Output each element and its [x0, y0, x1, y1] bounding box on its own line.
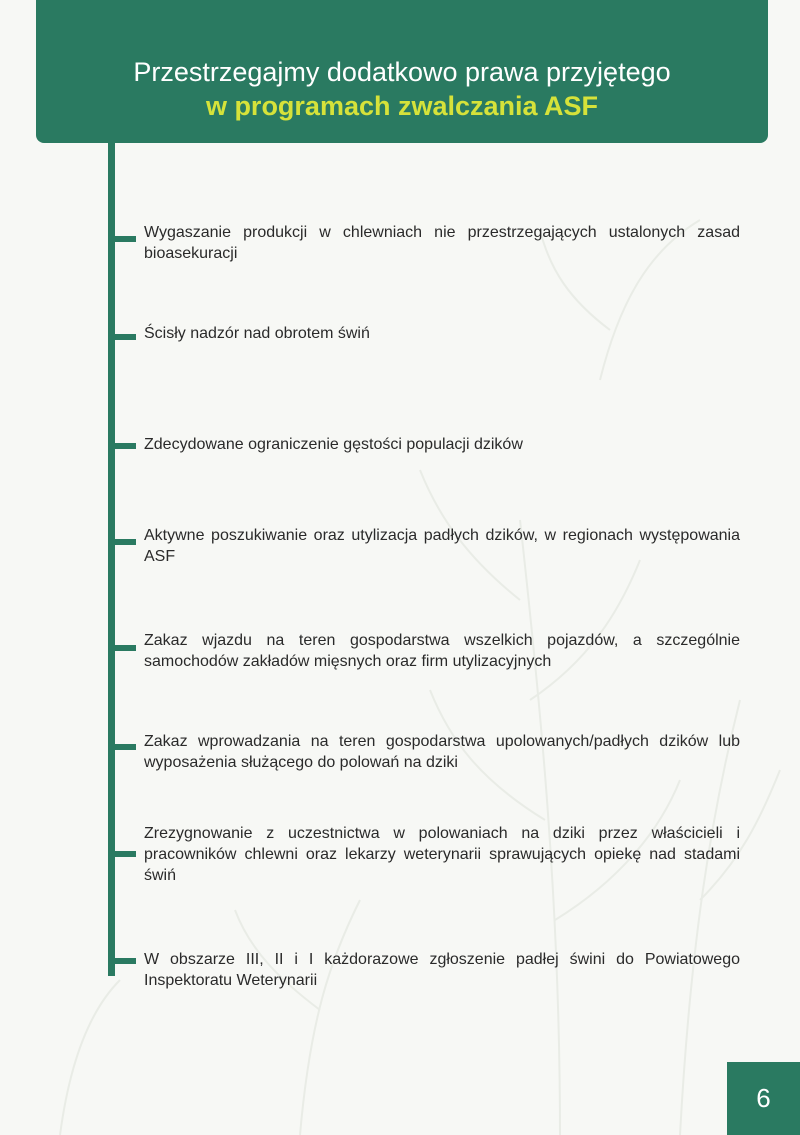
timeline-tick [113, 958, 136, 964]
page-header [36, 0, 768, 143]
list-item-text: W obszarze III, II i I każdorazowe zgłoszenie padłej świni do Powiatowego Inspektoratu Weterynarii [144, 951, 740, 989]
list-item-text: Aktywne poszukiwanie oraz utylizacja padłych dzików, w regionach występowania ASF [144, 527, 740, 565]
timeline-tick [113, 645, 136, 651]
list-item-text: Zakaz wprowadzania na teren gospodarstwa upolowanych/padłych dzików lub wyposażenia służącego do polowań na dziki [144, 733, 740, 771]
list-item-text: Zakaz wjazdu na teren gospodarstwa wszelkich pojazdów, a szczególnie samochodów zakładów mięsnych oraz firm utylizacyjnych [144, 632, 740, 670]
timeline-tick [113, 744, 136, 750]
timeline-tick [113, 851, 136, 857]
timeline-tick [113, 539, 136, 545]
list-item-text: Ścisły nadzór nad obrotem świń [144, 325, 370, 342]
header-title-line2: w programach zwalczania ASF [205, 91, 599, 121]
timeline-tick [113, 443, 136, 449]
page-number: 6 [727, 1062, 800, 1135]
list-item-text: Wygaszanie produkcji w chlewniach nie przestrzegających ustalonych zasad bioasekuracji [144, 224, 740, 262]
header-title-line1: Przestrzegajmy dodatkowo prawa przyjętego [133, 57, 671, 87]
timeline-tick [113, 236, 136, 242]
timeline-tick [113, 334, 136, 340]
list-item-text: Zrezygnowanie z uczestnictwa w polowaniach na dziki przez właścicieli i pracowników chlewni oraz lekarzy weterynarii sprawujących opiekę nad stadami świń [144, 825, 740, 884]
list-item-text: Zdecydowane ograniczenie gęstości populacji dzików [144, 436, 523, 453]
